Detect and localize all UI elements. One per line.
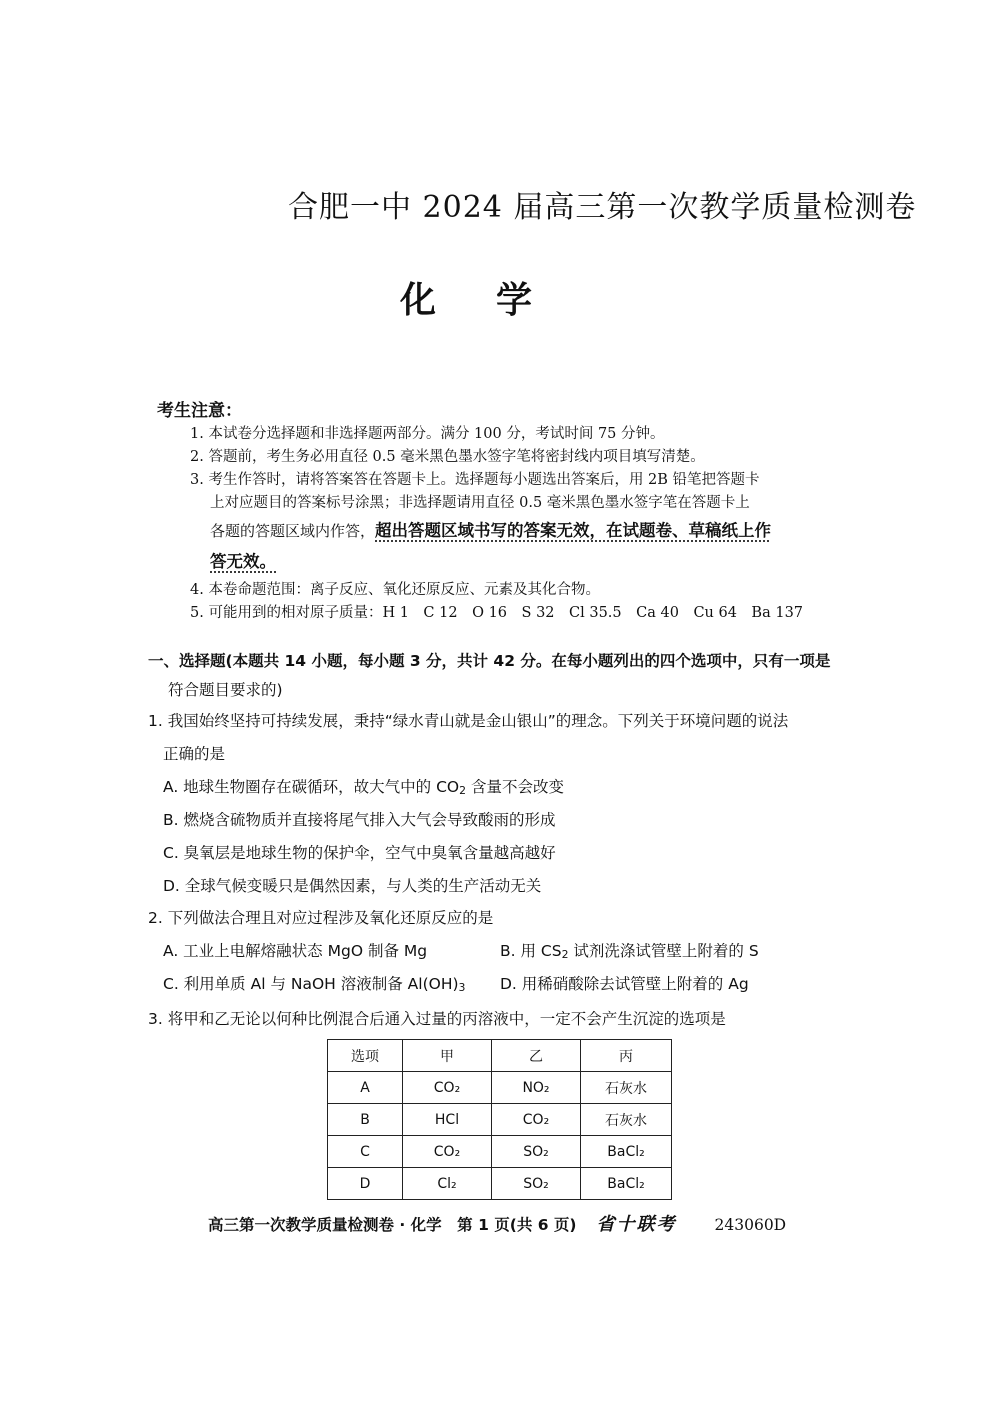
footer-brand: 省十联考	[596, 1214, 677, 1235]
table-cell: Cl₂	[403, 1168, 492, 1200]
table-cell: B	[328, 1104, 403, 1136]
table-row	[328, 1104, 672, 1136]
table-row	[328, 1072, 672, 1104]
table-cell: CO₂	[403, 1136, 492, 1168]
table-header-cell: 乙	[492, 1040, 581, 1072]
table-cell: CO₂	[403, 1072, 492, 1104]
table-header-row	[328, 1040, 672, 1072]
table-cell: CO₂	[492, 1104, 581, 1136]
notice-list	[190, 424, 850, 626]
table-header-cell: 丙	[581, 1040, 672, 1072]
table-row	[328, 1136, 672, 1168]
notice-item-4: 4. 本卷命题范围：离子反应、氧化还原反应、元素及其化合物。	[190, 582, 600, 598]
notice-item-2: 2. 答题前，考生务必用直径 0.5 毫米黑色墨水签字笔将密封线内项目填写清楚。	[190, 449, 705, 465]
q2-option-a: A. 工业上电解熔融状态 MgO 制备 Mg	[163, 942, 428, 960]
q1-option-a-sub: 2	[459, 784, 467, 797]
notice-item-3: 3. 考生作答时，请将答案答在答题卡上。选择题每小题选出答案后，用 2B 铅笔把答题卡	[190, 472, 760, 488]
table-cell: NO₂	[492, 1072, 581, 1104]
q2-option-c	[163, 968, 465, 1004]
table-row	[328, 1168, 672, 1200]
footer-text: 高三第一次教学质量检测卷 · 化学 第 1 页(共 6 页)	[208, 1216, 577, 1234]
notice-emphasis-end: 答无效。	[210, 552, 276, 571]
notice-item-3-text: 各题的答题区域内作答，	[210, 522, 376, 540]
notice-item-3-end	[190, 547, 850, 576]
q2-option-c-sub: 3	[458, 981, 466, 994]
q2-option-b	[500, 935, 759, 971]
exam-title: 合肥一中 2024 届高三第一次教学质量检测卷	[288, 190, 917, 225]
table-header-cell: 选项	[328, 1040, 403, 1072]
q1-option-d: D. 全球气候变暖只是偶然因素，与人类的生产活动无关	[163, 877, 542, 895]
q1-option-a	[163, 771, 564, 807]
footer-code: 243060D	[714, 1216, 787, 1234]
notice-emphasis: 超出答题区域书写的答案无效，在试题卷、草稿纸上作	[375, 521, 772, 540]
table-cell: C	[328, 1136, 403, 1168]
table-cell: D	[328, 1168, 403, 1200]
table-cell: BaCl₂	[581, 1136, 672, 1168]
question-1	[148, 705, 848, 771]
notice-item-5: 5. 可能用到的相对原子质量：H 1 C 12 O 16 S 32 Cl 35.5 Ca 40 Cu 64 Ba 137	[190, 605, 804, 621]
table-cell: BaCl₂	[581, 1168, 672, 1200]
q2-option-d: D. 用稀硝酸除去试管壁上附着的 Ag	[500, 975, 749, 993]
notice-item-1: 1. 本试卷分选择题和非选择题两部分。满分 100 分，考试时间 75 分钟。	[190, 426, 665, 442]
notice-item-3-cont: 上对应题目的答案标号涂黑；非选择题请用直径 0.5 毫米黑色墨水签字笔在答题卡上	[210, 495, 750, 511]
notice-item-3-cont2	[190, 516, 850, 545]
table-cell: HCl	[403, 1104, 492, 1136]
table-cell: A	[328, 1072, 403, 1104]
q2-option-b-pre: B. 用 CS	[500, 942, 562, 960]
q1-option-a-post: 含量不会改变	[466, 778, 564, 796]
q1-option-c: C. 臭氧层是地球生物的保护伞，空气中臭氧含量越高越好	[163, 844, 556, 862]
q3-stem: 3. 将甲和乙无论以何种比例混合后通入过量的丙溶液中，一定不会产生沉淀的选项是	[148, 1010, 726, 1028]
table-header-cell: 甲	[403, 1040, 492, 1072]
q1-option-a-pre: A. 地球生物圈存在碳循环，故大气中的 CO	[163, 778, 460, 796]
section-line-2: 符合题目要求的)	[168, 681, 283, 699]
notice-heading: 考生注意：	[157, 401, 242, 421]
table-cell: 石灰水	[581, 1072, 672, 1104]
q1-stem: 1. 我国始终坚持可持续发展，秉持“绿水青山就是金山银山”的理念。下列关于环境问题的说法	[148, 712, 789, 730]
page-footer	[208, 1210, 848, 1236]
q1-stem-cont: 正确的是	[163, 745, 226, 763]
section-heading	[148, 647, 848, 705]
subject-title: 化学	[399, 279, 592, 321]
table-cell: SO₂	[492, 1168, 581, 1200]
table-cell: 石灰水	[581, 1104, 672, 1136]
q2-stem: 2. 下列做法合理且对应过程涉及氧化还原反应的是	[148, 909, 494, 927]
q2-option-c-pre: C. 利用单质 Al 与 NaOH 溶液制备 Al(OH)	[163, 975, 459, 993]
q1-option-b: B. 燃烧含硫物质并直接将尾气排入大气会导致酸雨的形成	[163, 811, 556, 829]
q2-option-b-post: 试剂洗涤试管壁上附着的 S	[568, 942, 759, 960]
q3-table	[327, 1039, 672, 1200]
section-line-1: 一、选择题(本题共 14 小题，每小题 3 分，共计 42 分。在每小题列出的四个选项中，只有一项是	[148, 652, 831, 670]
table-cell: SO₂	[492, 1136, 581, 1168]
q2-option-b-sub: 2	[561, 948, 569, 961]
